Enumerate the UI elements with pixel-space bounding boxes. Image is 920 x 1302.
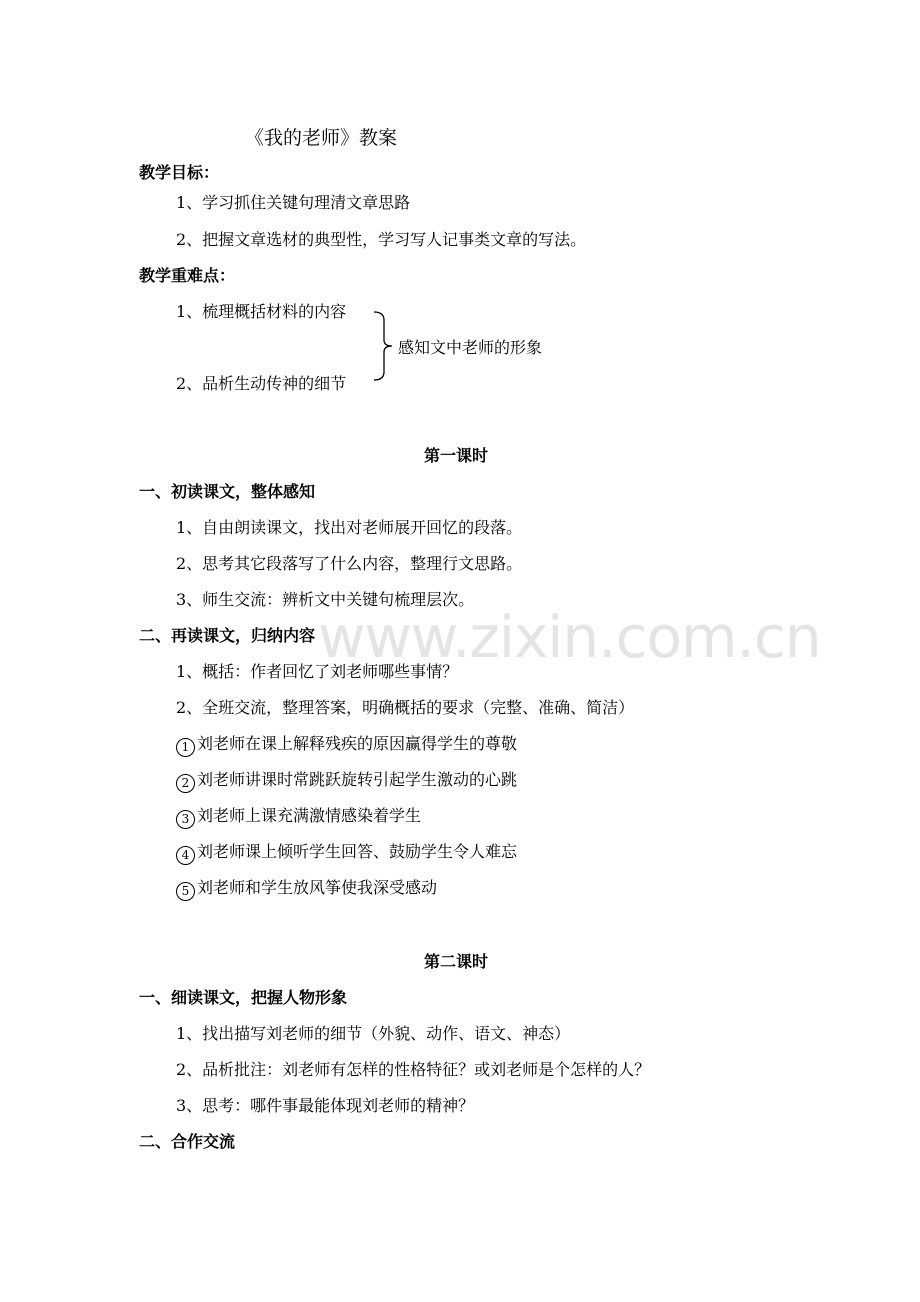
lesson2-title: 第二课时	[424, 952, 489, 971]
event-item	[176, 878, 437, 901]
list-item: 1、找出描写刘老师的细节（外貌、动作、语文、神态）	[176, 1024, 571, 1043]
list-item: 2、思考其它段落写了什么内容，整理行文思路。	[176, 554, 523, 573]
list-item: 1、概括：作者回忆了刘老师哪些事情？	[176, 662, 459, 681]
lesson1-title: 第一课时	[424, 446, 489, 465]
circled-number: 3	[176, 810, 195, 829]
circled-number: 2	[176, 774, 195, 793]
right-brace-icon	[372, 310, 394, 382]
event-item	[176, 734, 517, 757]
event-text: 刘老师讲课时常跳跃旋转引起学生激动的心跳	[197, 770, 518, 789]
key-points-heading: 教学重难点：	[139, 266, 236, 285]
circled-number: 5	[176, 882, 195, 901]
objectives-heading: 教学目标：	[139, 163, 220, 182]
list-item: 2、品析批注：刘老师有怎样的性格特征？或刘老师是个怎样的人？	[176, 1060, 651, 1079]
lesson2-section2-heading: 二、合作交流	[139, 1132, 236, 1151]
list-item: 1、自由朗读课文，找出对老师展开回忆的段落。	[176, 518, 523, 537]
lesson1-section2-heading: 二、再读课文，归纳内容	[139, 626, 316, 645]
list-item: 3、师生交流：辨析文中关键句梳理层次。	[176, 590, 475, 609]
objective-item: 1、学习抓住关键句理清文章思路	[176, 193, 411, 212]
key-point-item: 2、品析生动传神的细节	[176, 374, 347, 393]
lesson2-section1-heading: 一、细读课文，把握人物形象	[139, 988, 348, 1007]
circled-number: 1	[176, 738, 195, 757]
event-item	[176, 770, 517, 793]
list-item: 3、思考：哪件事最能体现刘老师的精神？	[176, 1096, 475, 1115]
list-item: 2、全班交流，整理答案，明确概括的要求（完整、准确、简洁）	[176, 698, 635, 717]
event-text: 刘老师和学生放风筝使我深受感动	[197, 878, 438, 897]
event-item	[176, 806, 421, 829]
watermark: www.zixin.com.cn	[318, 603, 821, 671]
objective-item: 2、把握文章选材的典型性，学习写人记事类文章的写法。	[176, 230, 587, 249]
event-text: 刘老师在课上解释残疾的原因赢得学生的尊敬	[197, 734, 518, 753]
document-title: 《我的老师》教案	[245, 127, 398, 149]
event-text: 刘老师上课充满激情感染着学生	[197, 806, 422, 825]
circled-number: 4	[176, 846, 195, 865]
event-item	[176, 842, 517, 865]
key-point-item: 1、梳理概括材料的内容	[176, 302, 347, 321]
brace-target-text: 感知文中老师的形象	[398, 338, 543, 357]
lesson1-section1-heading: 一、初读课文，整体感知	[139, 482, 316, 501]
event-text: 刘老师课上倾听学生回答、鼓励学生令人难忘	[197, 842, 518, 861]
